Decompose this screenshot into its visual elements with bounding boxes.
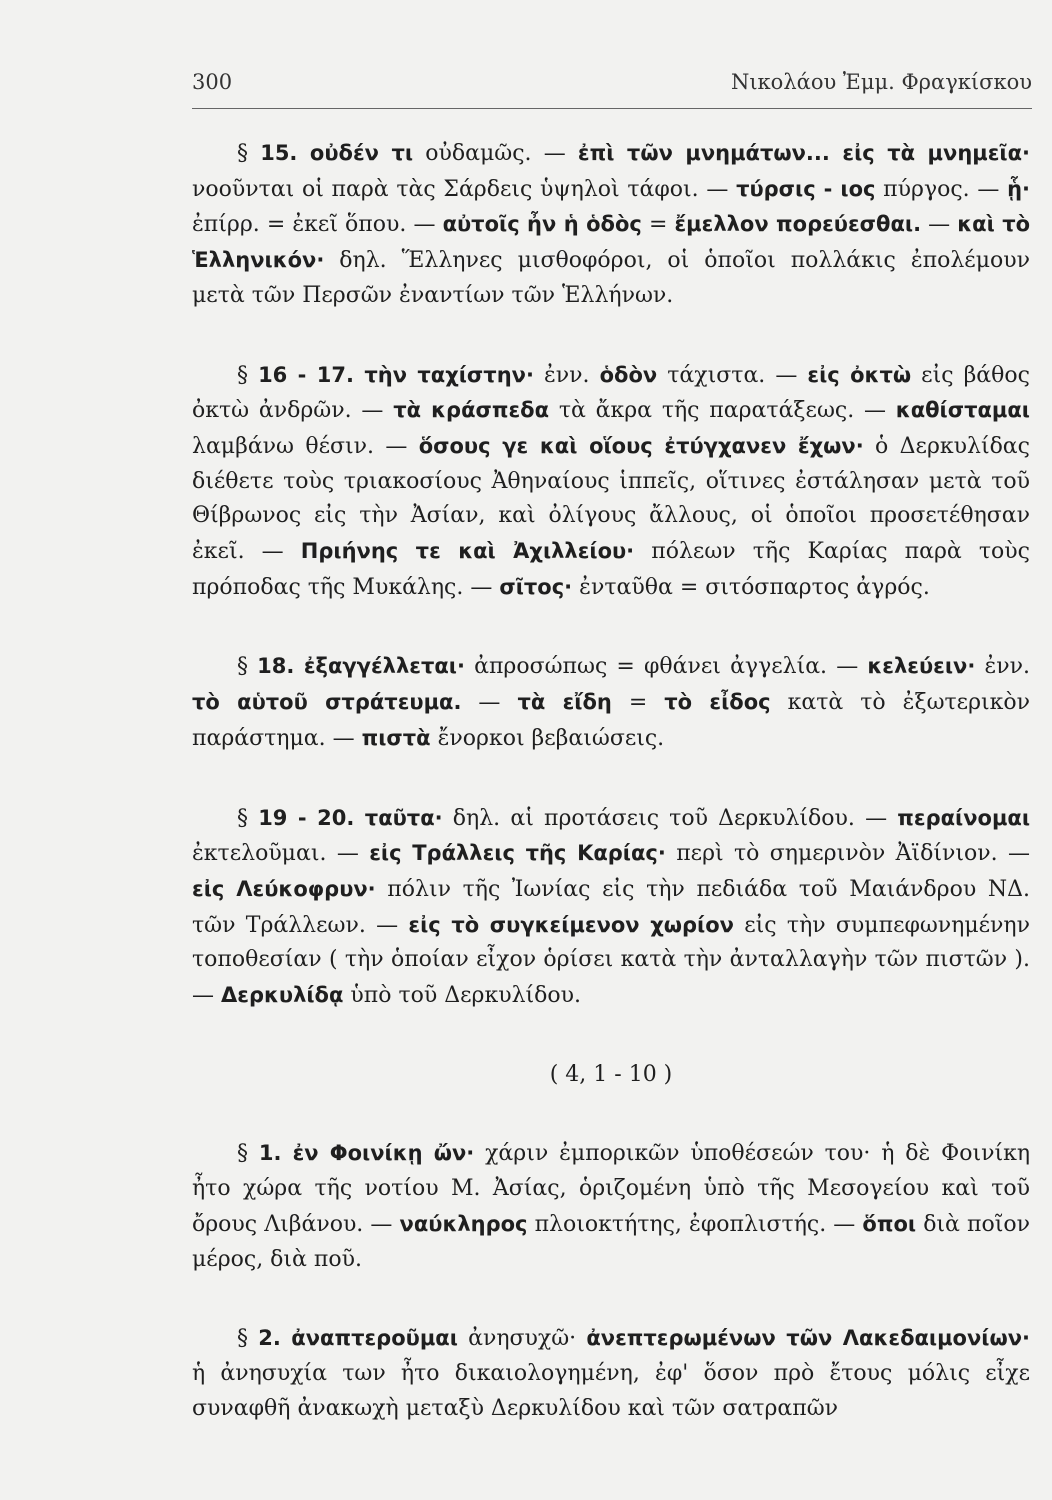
gloss-text: = — [611, 690, 665, 716]
gloss-text: κατὰ τὸ ἐξωτερικὸν παράστημα. — — [192, 690, 1031, 751]
gloss-text: § — [237, 654, 258, 680]
gloss-text: τάχιστα. — — [657, 362, 808, 388]
lemma-text: τὸ αὑτοῦ στράτευμα. — [192, 690, 462, 715]
gloss-text: — — [921, 212, 958, 238]
lemma-text: αὐτοῖς ἦν ἡ ὁδὸς — [442, 212, 642, 237]
gloss-text: § — [237, 141, 261, 166]
gloss-text: § — [237, 1141, 259, 1167]
lemma-text: σῖτος· — [499, 574, 573, 599]
lemma-text: τὰ εἴδη — [517, 690, 612, 715]
lemma-text: εἰς Τράλλεις τῆς Καρίας· — [369, 841, 666, 866]
gloss-text: πλοιοκτήτης, ἐφοπλιστής. — — [527, 1211, 863, 1237]
gloss-text: ἀνησυχῶ· — [457, 1326, 587, 1352]
lemma-text: ὁδὸν — [599, 362, 658, 387]
gloss-text: δηλ. αἱ προτάσεις τοῦ Δερκυλίδου. — — [442, 805, 898, 831]
lemma-text: καθίσταμαι — [895, 398, 1030, 423]
lemma-text: πιστὰ — [361, 725, 431, 750]
commentary-paragraph — [192, 1321, 1030, 1426]
gloss-text: πόλεων τῆς Καρίας παρὰ τοὺς πρόποδας τῆς Μυκάλης. — — [192, 539, 1031, 600]
lemma-text: ἐπὶ τῶν μνημάτων... εἰς τὰ μνημεῖα· — [577, 141, 1030, 165]
gloss-text: ἐνταῦθα = σιτόσπαρτος ἀγρός. — [572, 574, 930, 600]
lemma-text: ναύκληρος — [399, 1211, 528, 1236]
gloss-text: = — [641, 212, 675, 238]
lemma-text: ἀνεπτερωμένων τῶν Λακεδαιμονίων· — [586, 1326, 1031, 1351]
gloss-text: διὰ ποῖον μέρος, διὰ ποῦ. — [192, 1211, 1030, 1272]
lemma-text: τὰ κράσπεδα — [393, 398, 550, 423]
gloss-text: ἡ ἀνησυχία των ἦτο δικαιολογημένη, ἐφ' ὅσον πρὸ ἔτους μόλις εἶχε συναφθῆ ἀνακωχὴ μεταξὺ Δερκυλίδου καὶ τῶν σατραπῶν — [192, 1360, 1030, 1421]
gloss-text: ἐνν. — [533, 362, 600, 388]
lemma-text: 1. ἐν Φοινίκῃ ὤν· — [258, 1141, 475, 1166]
commentary-paragraph — [192, 801, 1030, 1014]
gloss-text: § — [237, 362, 259, 388]
lemma-text: κελεύειν· — [867, 654, 976, 679]
gloss-text: οὐδαμῶς. — — [413, 141, 578, 166]
commentary-paragraph — [192, 1136, 1030, 1277]
gloss-text: — — [461, 690, 518, 716]
commentary-paragraph — [192, 358, 1030, 606]
page-number: 300 — [192, 70, 233, 94]
lemma-text: περαίνομαι — [897, 805, 1031, 830]
gloss-text: ἐκτελοῦμαι. — — [192, 841, 370, 867]
gloss-text: πύργος. — — [875, 176, 1008, 202]
gloss-text: νοοῦνται οἱ παρὰ τὰς Σάρδεις ὑψηλοὶ τάφοι. — — [192, 176, 737, 202]
lemma-text: ὅσους γε καὶ οἵους ἐτύγχανεν ἔχων· — [418, 433, 864, 458]
gloss-text: § — [237, 1326, 259, 1352]
gloss-text: χάριν ἐμπορικῶν ὑποθέσεών του· ἡ δὲ Φοινίκη ἦτο χώρα τῆς νοτίου Μ. Ἀσίας, ὁριζομένη ὑπὸ τῆς Μεσογείου καὶ τοῦ ὄρους Λιβάνου. — — [192, 1141, 1030, 1237]
lemma-text: τὸ εἶδος — [664, 690, 771, 715]
lemma-text: ἔμελλον πορεύεσθαι. — [674, 212, 922, 237]
gloss-text: τὰ ἄκρα τῆς παρατάξεως. — — [549, 398, 896, 424]
header-rule — [192, 108, 1032, 109]
lemma-text: εἰς Λεύκοφρυν· — [192, 876, 376, 901]
lemma-text: Πριήνης τε καὶ Ἀχιλλείου· — [300, 539, 635, 564]
lemma-text: εἰς τὸ συγκείμενον χωρίον — [408, 912, 734, 937]
lemma-text: 15. οὐδέν τι — [260, 141, 414, 165]
lemma-text: Δερκυλίδᾳ — [221, 983, 344, 1008]
gloss-text: δηλ. Ἕλληνες μισθοφόροι, οἱ ὁποῖοι πολλάκις ἐπολέμουν μετὰ τῶν Περσῶν ἐναντίων τῶν Ἑλλήνων. — [192, 248, 1030, 308]
lemma-text: ᾗ· — [1007, 176, 1030, 201]
lemma-text: 16 - 17. τὴν ταχίστην· — [258, 362, 534, 387]
lemma-text: 2. ἀναπτεροῦμαι — [258, 1326, 458, 1351]
commentary-paragraph — [192, 136, 1030, 314]
lemma-text: εἰς ὀκτὼ — [807, 362, 912, 387]
running-title: Νικολάου Ἐμμ. Φραγκίσκου — [730, 70, 1032, 94]
commentary-block-1 — [192, 136, 1030, 1014]
gloss-text: § — [237, 805, 259, 831]
commentary-body — [192, 136, 1030, 1426]
gloss-text: λαμβάνω θέσιν. — — [192, 433, 419, 459]
commentary-paragraph — [192, 649, 1030, 756]
gloss-text: ἐνν. — [975, 654, 1031, 680]
lemma-text: τύρσις - ιος — [736, 176, 876, 201]
gloss-text: περὶ τὸ σημερινὸν Ἀϊδίνιον. — — [665, 841, 1030, 867]
commentary-block-2 — [192, 1136, 1030, 1426]
gloss-text: εἰς βάθος ὀκτὼ ἀνδρῶν. — — [192, 362, 1030, 424]
page-header — [192, 70, 1032, 106]
gloss-text: ἀπροσώπως = φθάνει ἀγγελία. — — [464, 654, 868, 680]
lemma-text: 18. ἐξαγγέλλεται· — [257, 654, 465, 679]
gloss-text: ἐπίρρ. = ἐκεῖ ὅπου. — — [192, 212, 443, 238]
lemma-text: 19 - 20. ταῦτα· — [258, 805, 443, 830]
gloss-text: ὁ Δερκυλίδας διέθετε τοὺς τριακοσίους Ἀθηναίους ἱππεῖς, οἵτινες ἐστάλησαν μετὰ τοῦ Θίβρωνος εἰς τὴν Ἀσίαν, καὶ ὀλίγους ἄλλους, οἱ ὁποῖοι προσετέθησαν ἐκεῖ. — — [192, 433, 1030, 565]
lemma-text: ὅποι — [862, 1211, 917, 1236]
section-heading: ( 4, 1 - 10 ) — [549, 1061, 673, 1087]
gloss-text: ἔνορκοι βεβαιώσεις. — [430, 725, 665, 751]
gloss-text: πόλιν τῆς Ἰωνίας εἰς τὴν πεδιάδα τοῦ Μαιάνδρου ΝΔ. τῶν Τράλλεων. — — [192, 876, 1030, 938]
lemma-text: καὶ τὸ Ἑλληνικόν· — [192, 212, 1031, 273]
gloss-text: εἰς τὴν συμπεφωνημένην τοποθεσίαν ( τὴν ὁποίαν εἶχον ὁρίσει κατὰ τὴν ἀνταλλαγὴν τῶν πιστῶν ). — — [192, 912, 1030, 1009]
gloss-text: ὑπὸ τοῦ Δερκυλίδου. — [343, 983, 582, 1009]
